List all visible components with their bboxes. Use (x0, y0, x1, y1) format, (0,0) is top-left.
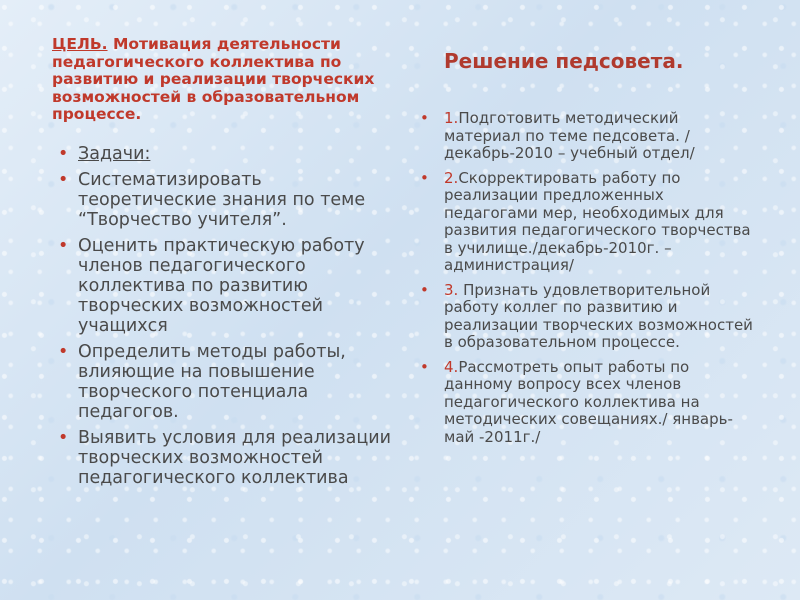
tasks-list (52, 144, 392, 488)
tasks-label: Задачи: (78, 143, 151, 164)
decision-list (414, 110, 754, 446)
task-text: Систематизировать теоретические знания по теме “Творчество учителя”. (78, 169, 366, 230)
decision-text: Скорректировать работу по реализации предложенных педагогами мер, необходимых для развития педагогического творчества в училище. (444, 168, 751, 257)
right-column (414, 48, 754, 453)
decision-deadline: / январь-май -2011г./ (444, 410, 733, 446)
goal-text: Мотивация деятельности педагогического коллектива по развитию и реализации творческих возможностей в образовательном процессе. (52, 35, 375, 123)
task-item (52, 236, 392, 336)
bullet-icon: • (420, 357, 429, 376)
tasks-heading (52, 144, 392, 164)
decision-item (414, 282, 754, 352)
decision-text: Признать удовлетворительной работу коллег по развитию и реализации творческих возможностей в образовательном процессе. (444, 280, 753, 351)
bullet-icon: • (58, 427, 69, 448)
decision-text: Рассмотреть опыт работы по данному вопросу всех членов педагогического коллектива на методических совещаниях. (444, 357, 700, 428)
task-item (52, 342, 392, 422)
goal-heading (52, 36, 392, 124)
decision-deadline: /декабрь-2010г. – администрация/ (444, 238, 672, 274)
decision-text: Подготовить методический материал по теме педсовета. (444, 109, 680, 145)
decision-item (414, 110, 754, 163)
decision-number: 3. (444, 280, 464, 299)
decision-deadline: /декабрь-2010 – учебный отдел/ (444, 126, 695, 162)
left-column (52, 36, 392, 494)
task-text: Выявить условия для реализации творческих возможностей педагогического коллектива (78, 427, 391, 488)
bullet-icon: • (58, 169, 69, 190)
decision-number: 2. (444, 168, 459, 187)
decision-item (414, 170, 754, 275)
goal-label: ЦЕЛЬ. (52, 35, 108, 53)
bullet-icon: • (58, 341, 69, 362)
task-item (52, 170, 392, 230)
bullet-icon: • (420, 280, 429, 299)
bullet-icon: • (420, 168, 429, 187)
decision-number: 4. (444, 357, 459, 376)
decision-title: Решение педсовета. (444, 49, 684, 73)
decision-number: 1. (444, 109, 459, 127)
task-text: Оценить практическую работу членов педагогического коллектива по развитию творческих возможностей учащихся (78, 235, 365, 336)
decision-item (414, 359, 754, 447)
task-text: Определить методы работы, влияющие на повышение творческого потенциала педагогов. (78, 341, 346, 422)
bullet-icon: • (58, 143, 69, 164)
task-item (52, 428, 392, 488)
bullet-icon: • (58, 235, 69, 256)
bullet-icon: • (420, 109, 429, 127)
